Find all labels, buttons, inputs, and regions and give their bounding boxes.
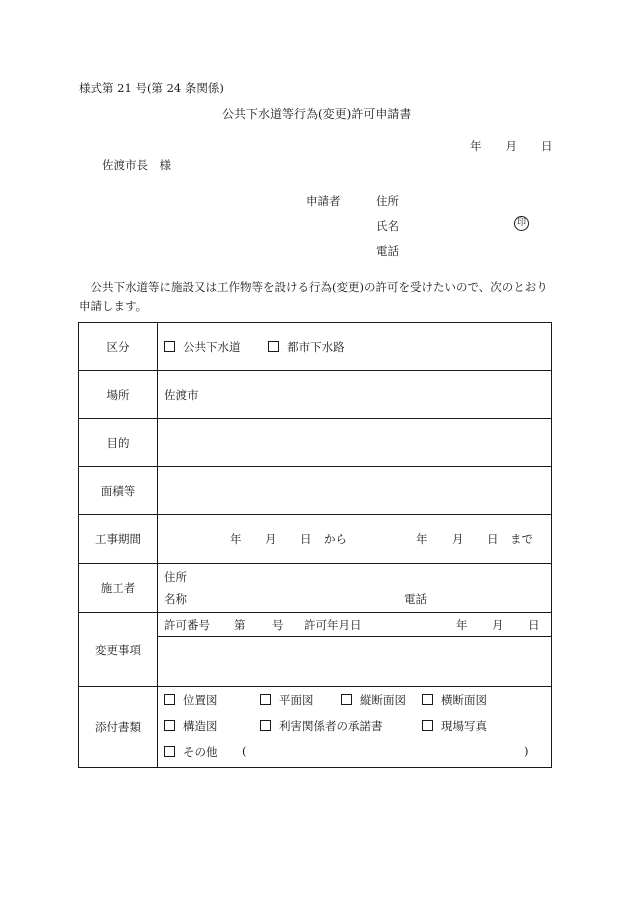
attachments-value	[158, 687, 552, 768]
attachments-label: 添付書類	[79, 687, 158, 768]
attach-other[interactable]: その他	[164, 744, 218, 760]
period-value[interactable]	[158, 515, 552, 564]
category-value	[158, 323, 552, 371]
seal-mark: 印	[514, 216, 529, 231]
checkbox-icon[interactable]	[164, 720, 175, 731]
checkbox-icon[interactable]	[164, 341, 175, 352]
option-public-sewer[interactable]: 公共下水道	[164, 339, 241, 355]
contractor-label: 施工者	[79, 564, 158, 613]
applicant-address-label: 住所	[376, 194, 399, 208]
date-month: 月	[505, 139, 517, 153]
applicant-name-label: 氏名	[376, 219, 399, 233]
period-start-month: 月	[265, 532, 277, 546]
period-end-year: 年	[416, 532, 428, 546]
permit-number-label: 許可番号	[164, 617, 210, 632]
location-value[interactable]: 佐渡市	[158, 371, 552, 419]
row-contractor	[79, 564, 552, 613]
checkbox-icon[interactable]	[164, 694, 175, 705]
area-label: 面積等	[79, 467, 158, 515]
category-label: 区分	[79, 323, 158, 371]
period-start-day: 日	[300, 532, 312, 546]
checkbox-icon[interactable]	[422, 720, 433, 731]
purpose-value[interactable]	[158, 419, 552, 467]
row-changes-permit	[79, 613, 552, 637]
attach-other-paren-close: )	[524, 744, 529, 758]
permit-date-label: 許可年月日	[304, 617, 362, 632]
attach-cross-section[interactable]: 横断面図	[422, 692, 487, 708]
row-category	[79, 323, 552, 371]
changes-label: 変更事項	[79, 613, 158, 687]
changes-detail-value[interactable]	[158, 637, 552, 687]
attach-consent-letter[interactable]: 利害関係者の承諾書	[260, 718, 383, 734]
checkbox-icon[interactable]	[341, 694, 352, 705]
document-title: 公共下水道等行為(変更)許可申請書	[222, 107, 412, 121]
attach-longitudinal-section[interactable]: 縦断面図	[341, 692, 406, 708]
applicant-phone-label: 電話	[376, 244, 399, 258]
period-until: まで	[510, 532, 533, 546]
checkbox-icon[interactable]	[422, 694, 433, 705]
row-purpose	[79, 419, 552, 467]
period-from: から	[324, 532, 347, 546]
row-period	[79, 515, 552, 564]
period-end-day: 日	[487, 532, 499, 546]
checkbox-icon[interactable]	[164, 746, 175, 757]
attach-plan-view[interactable]: 平面図	[260, 692, 314, 708]
area-value[interactable]	[158, 467, 552, 515]
form-number: 様式第 21 号(第 24 条関係)	[79, 81, 224, 95]
attach-structure-diagram[interactable]: 構造図	[164, 718, 218, 734]
contractor-name: 名称	[164, 592, 187, 606]
date-line	[470, 138, 553, 154]
date-day: 日	[541, 139, 553, 153]
attach-other-paren-open: (	[242, 744, 247, 758]
permit-month: 月	[492, 617, 504, 632]
permit-day: 日	[528, 617, 540, 632]
checkbox-icon[interactable]	[260, 694, 271, 705]
period-start-year: 年	[230, 532, 242, 546]
addressee: 佐渡市長 様	[102, 158, 171, 172]
row-area	[79, 467, 552, 515]
location-label: 場所	[79, 371, 158, 419]
contractor-phone: 電話	[404, 592, 427, 606]
row-attachments	[79, 687, 552, 768]
changes-permit-info[interactable]	[158, 613, 552, 637]
checkbox-icon[interactable]	[260, 720, 271, 731]
permit-go: 号	[272, 617, 284, 632]
applicant-label: 申請者	[306, 194, 341, 208]
permit-dai: 第	[234, 617, 246, 632]
body-text: 公共下水道等に施設又は工作物等を設ける行為(変更)の許可を受けたいので、次のとおり申請します。	[79, 280, 548, 313]
row-location	[79, 371, 552, 419]
period-label: 工事期間	[79, 515, 158, 564]
period-end-month: 月	[452, 532, 464, 546]
contractor-address: 住所	[164, 570, 187, 584]
contractor-value[interactable]	[158, 564, 552, 613]
date-year: 年	[470, 139, 482, 153]
attach-location-map[interactable]: 位置図	[164, 692, 218, 708]
option-urban-drain[interactable]: 都市下水路	[268, 339, 345, 355]
checkbox-icon[interactable]	[268, 341, 279, 352]
permit-year: 年	[456, 617, 468, 632]
attach-site-photos[interactable]: 現場写真	[422, 718, 487, 734]
application-table	[78, 322, 552, 768]
purpose-label: 目的	[79, 419, 158, 467]
